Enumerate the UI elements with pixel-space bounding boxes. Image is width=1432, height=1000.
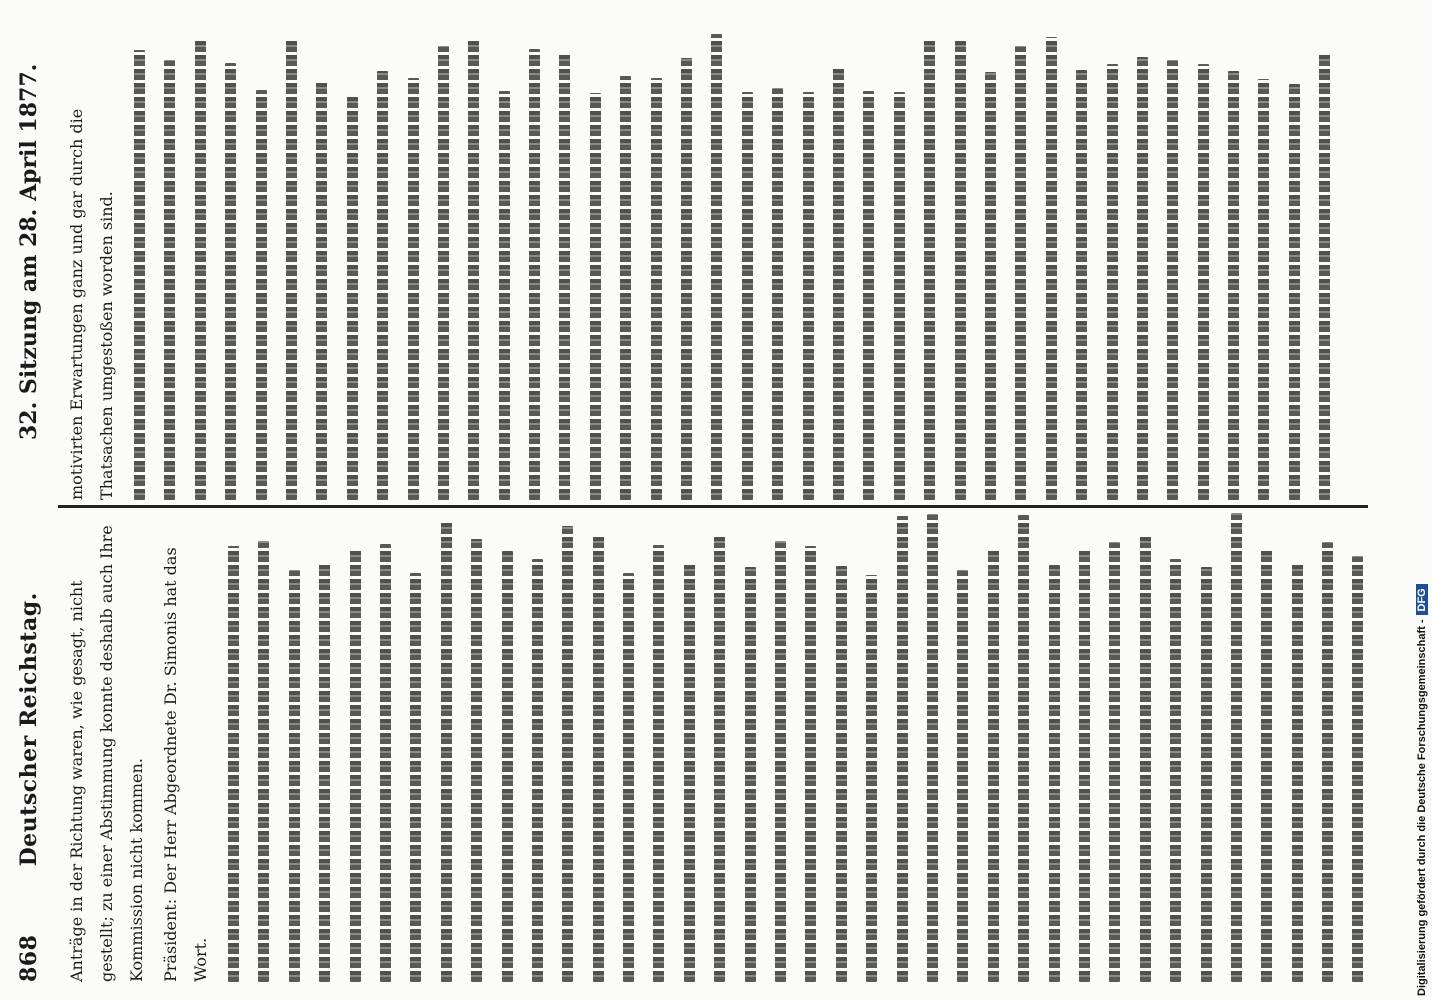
text-line [468,40,479,500]
text-line [195,39,206,500]
text-line [499,91,510,500]
text-line [651,78,662,500]
text-line [350,549,361,982]
opening-paragraph-right: motivirten Erwartungen ganz und gar durch die Thatsachen umgestoßen worden sind. [67,108,116,500]
text-line [532,559,543,982]
text-line [289,570,300,982]
text-line [228,546,239,982]
text-line [347,94,358,500]
text-line [256,90,267,500]
text-line [1107,64,1118,500]
text-line [745,567,756,982]
text-line [1322,542,1333,982]
text-line [1261,548,1272,982]
text-line [836,566,847,982]
column-divider [58,505,1368,508]
text-line [410,573,421,982]
page-number-text: 868 [16,934,42,982]
text-line [623,573,634,982]
text-line [955,39,966,500]
text-line [1292,563,1303,983]
text-line [772,88,783,500]
session-title: 32. Sitzung am 28. April 1877. [16,63,42,440]
text-line [316,81,327,500]
text-line [438,46,449,500]
text-line [1231,513,1242,982]
text-column-right [62,32,1382,500]
text-line [863,91,874,500]
text-line [714,534,725,982]
text-line [620,76,631,500]
text-line [1049,565,1060,982]
text-line [377,71,388,500]
credit-text: Digitalisierung gefördert durch die Deutsche Forschungsgemeinschaft - [1416,619,1428,996]
text-line [1140,534,1151,982]
text-line [1352,556,1363,982]
text-line [529,49,540,500]
text-line [1137,57,1148,500]
text-column-left [62,512,1382,982]
text-line [319,562,330,982]
text-line [380,544,391,982]
text-line [805,546,816,982]
text-line [502,551,513,982]
text-line [927,514,938,982]
text-line [1109,542,1120,982]
text-line [988,549,999,982]
text-line [833,66,844,500]
text-line [471,539,482,982]
text-line [681,58,692,500]
text-line [1076,70,1087,500]
president-paragraph: Präsident: Der Herr Abgeordnete Dr. Simonis hat das Wort. [161,547,210,982]
text-line [559,52,570,500]
text-line [1046,37,1057,500]
text-line [408,78,419,500]
text-line [225,63,236,500]
text-line [866,575,877,982]
text-line [1170,559,1181,982]
text-line [985,72,996,500]
text-line [1079,550,1090,982]
digitization-credit [1416,6,1428,996]
text-line [1319,53,1330,500]
text-line [1258,79,1269,500]
text-line [1167,60,1178,500]
text-line [441,520,452,982]
text-line [286,39,297,500]
text-line [653,545,664,982]
text-line [590,93,601,500]
text-line [1015,46,1026,500]
dfg-badge: DFG [1416,584,1428,615]
text-line [775,541,786,982]
text-line [1201,567,1212,982]
publication-title: Deutscher Reichstag. [16,592,42,867]
text-line [742,92,753,500]
text-line [258,541,269,982]
text-line [1198,64,1209,500]
text-line [894,92,905,500]
text-lines-left [228,512,1363,982]
text-line [897,516,908,982]
text-line [134,50,145,500]
text-line [164,60,175,500]
text-line [957,570,968,982]
text-line [1289,84,1300,500]
text-line [1018,515,1029,982]
text-line [711,34,722,500]
page-header-title [16,592,42,982]
text-line [684,562,695,982]
text-line [593,535,604,982]
text-line [803,92,814,500]
text-line [562,526,573,982]
text-line [1228,71,1239,500]
opening-paragraph: Anträge in der Richtung waren, wie gesagt, nicht gestellt; zu einer Abstimmung konnte deshalb auch Ihre Kommission nicht kommen. [67,525,146,982]
text-line [924,38,935,500]
text-lines-right [134,32,1330,500]
